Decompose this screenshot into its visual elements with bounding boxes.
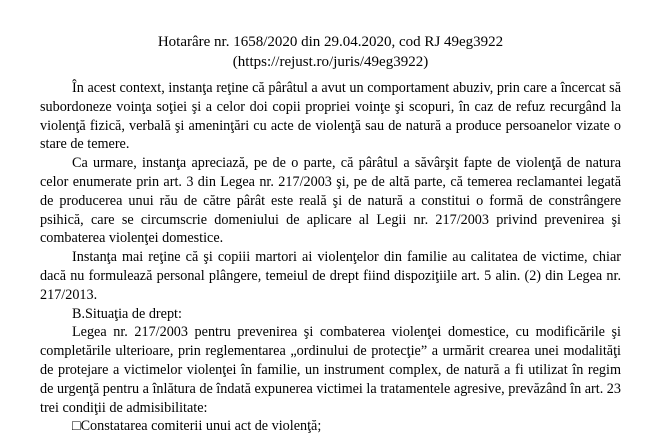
paragraph-context: În acest context, instanţa reţine că pârâtul a avut un comportament abuziv, prin care a încercat să subordoneze voinţa soţiei şi a celor doi copii propriei voinţe şi scopuri, în caz de refuz recurgând la violenţă fizică, verbală şi ameninţări cu acte de violenţă sau de natură a produce persoanelor vizate o stare de temere. — [40, 80, 621, 153]
document-body — [40, 79, 621, 436]
paragraph-legea-217-2003: Legea nr. 217/2003 pentru prevenirea şi combaterea violenţei domestice, cu modificările şi completările ulterioare, prin reglementarea „ordinului de protecţie” a urmărit crearea unei modalităţi de protejare a victimelor violenţei în familie, un instrument complex, de natură a fi utilizat în regim de urgenţă pentru a înlătura de îndată expunerea victimei la tratamentele agresive, prevăzând în art. 23 trei condiţii de admisibilitate: — [40, 324, 621, 416]
paragraph-copii-martori: Instanţa mai reţine că şi copiii martori ai violenţelor din familie au calitatea de victime, chiar dacă nu formulează personal plângere, temeiul de drept fiind dispoziţiile art. 5 alin. (2) din Legea nr. 217/2013. — [40, 249, 621, 303]
paragraph-ca-urmare: Ca urmare, instanţa apreciază, pe de o parte, că pârâtul a săvârşit fapte de violenţă de natura celor enumerate prin art. 3 din Legea nr. 217/2003 şi, pe de altă parte, că temerea reclamantei legată de producerea unui rău de către pârât este reală şi de natură a constitui o formă de constrângere psihică, care se circumscrie domeniului de aplicare al Legii nr. 217/2003 privind prevenirea şi combaterea violenţei domestice. — [40, 155, 621, 247]
bullet-item-constatarea: □Constatarea comiterii unui act de violenţă; — [72, 418, 322, 435]
document-title: Hotarâre nr. 1658/2020 din 29.04.2020, cod RJ 49eg3922 — [157, 34, 504, 50]
section-heading-situatia-de-drept: B.Situaţia de drept: — [72, 305, 182, 322]
document-url: (https://rejust.ro/juris/49eg3922) — [232, 53, 429, 70]
document-header — [40, 33, 621, 72]
